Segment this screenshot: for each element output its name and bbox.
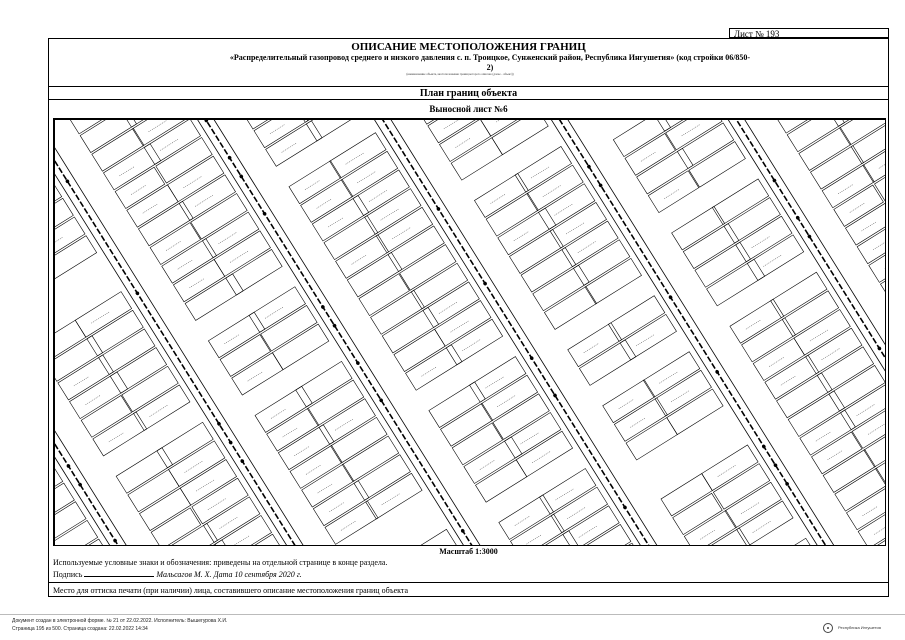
legend-note: Используемые условные знаки и обозначения: приведены на отдельной странице в конце раздела. (53, 558, 388, 567)
object-caption: (наименование объекта, местоположение границ которого описано (далее - объект)) (406, 72, 514, 76)
divider (48, 582, 889, 583)
cadastral-map (53, 118, 886, 546)
signature-line (84, 569, 154, 577)
plan-sheet-title: Выносной лист №6 (429, 104, 508, 114)
signature-label: Подпись (53, 570, 83, 579)
object-name-line2: 2) (486, 63, 494, 72)
sheet-number: Лист № 193 (729, 28, 889, 38)
plan-title: План границ объекта (419, 88, 518, 99)
signature-text: Мальсагов М. Х. Дата 10 сентября 2020 г. (156, 570, 302, 579)
map-drawing (54, 119, 886, 546)
divider (48, 99, 889, 100)
stamp-place: Место для оттиска печати (при наличии) лица, составившего описание местоположения границ объекта (53, 586, 409, 595)
footer-line1: Документ создан в электронной форме. № 21 от 22.02.2022. Исполнитель: Вышегурова Х.И. (12, 618, 228, 624)
footer-separator (0, 614, 905, 615)
signature-row (53, 569, 302, 580)
object-name (150, 53, 830, 73)
emblem-icon (823, 623, 833, 633)
object-name-line1: «Распределительный газопровод среднего и низкого давления с. п. Троицкое, Сунженский район, Республика Ингушетия» (код стройки 06/850- (229, 53, 751, 62)
parcel-grid (54, 119, 886, 546)
footer-line2: Страница 195 из 500. Страница создана: 22.02.2022 14:34 (12, 626, 148, 632)
document-title: ОПИСАНИЕ МЕСТОПОЛОЖЕНИЯ ГРАНИЦ (351, 41, 586, 53)
divider (48, 86, 889, 87)
footer-logo-text: Республика Ингушетия (838, 625, 881, 630)
map-scale: Масштаб 1:3000 (439, 547, 498, 556)
